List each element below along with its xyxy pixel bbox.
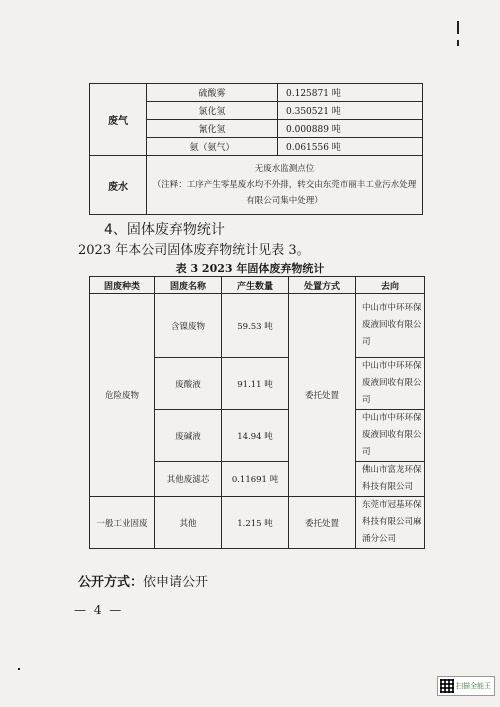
waste-qty: 0.11691 吨 bbox=[222, 462, 289, 497]
disclosure-label: 公开方式： bbox=[78, 575, 144, 590]
gas-value: 0.061556 吨 bbox=[278, 138, 423, 156]
gas-name: 氯化氢 bbox=[147, 102, 278, 120]
header-cell: 固废种类 bbox=[90, 277, 155, 294]
waste-method: 委托处置 bbox=[289, 497, 356, 549]
waste-name: 废碱液 bbox=[155, 410, 222, 462]
section-title: 4、固体废弃物统计 bbox=[104, 222, 225, 238]
disclosure-value: 依申请公开 bbox=[143, 575, 209, 590]
qr-code-icon bbox=[440, 679, 454, 693]
waste-name: 其他废滤芯 bbox=[155, 462, 222, 497]
water-note-line1: 无废水监测点位 bbox=[254, 164, 315, 174]
solid-waste-table bbox=[89, 276, 425, 549]
header-cell: 产生数量 bbox=[222, 277, 289, 294]
header-cell: 处置方式 bbox=[289, 277, 356, 294]
table-header-row bbox=[90, 277, 425, 294]
water-note bbox=[147, 156, 423, 215]
waste-name: 废酸液 bbox=[155, 358, 222, 410]
waste-name: 含镍废物 bbox=[155, 294, 222, 358]
water-category: 废水 bbox=[90, 156, 147, 215]
waste-dest: 中山市中环环保废液回收有限公司 bbox=[356, 294, 425, 358]
gas-name: 氰化氢 bbox=[147, 120, 278, 138]
gas-value: 0.350521 吨 bbox=[278, 102, 423, 120]
table-row bbox=[90, 497, 425, 549]
header-cell: 去向 bbox=[356, 277, 425, 294]
header-cell: 固废名称 bbox=[155, 277, 222, 294]
hazard-category: 危险废物 bbox=[90, 294, 155, 497]
table-row bbox=[90, 294, 425, 358]
waste-name: 其他 bbox=[155, 497, 222, 549]
section-paragraph: 2023 年本公司固体废弃物统计见表 3。 bbox=[78, 243, 310, 258]
scan-mark bbox=[18, 668, 20, 670]
page-number: — 4 — bbox=[74, 603, 124, 617]
waste-qty: 1.215 吨 bbox=[222, 497, 289, 549]
gas-value: 0.000889 吨 bbox=[278, 120, 423, 138]
gas-category: 废气 bbox=[90, 84, 147, 156]
table-caption: 表 3 2023 年固体废弃物统计 bbox=[175, 262, 325, 275]
water-note-line2: （注释：工序产生零星废水均不外排，转交由东莞市丽丰工业污水处理有限公司集中处理） bbox=[152, 180, 417, 206]
waste-qty: 14.94 吨 bbox=[222, 410, 289, 462]
general-category: 一般工业固废 bbox=[90, 497, 155, 549]
waste-dest: 东莞市冠基环保科技有限公司麻涌分公司 bbox=[356, 497, 425, 549]
waste-dest: 佛山市富龙环保科技有限公司 bbox=[356, 462, 425, 497]
gas-name: 氨（氨气） bbox=[147, 138, 278, 156]
gas-name: 硫酸雾 bbox=[147, 84, 278, 102]
waste-dest: 中山市中环环保废液回收有限公司 bbox=[356, 358, 425, 410]
scan-mark bbox=[457, 40, 459, 46]
waste-qty: 91.11 吨 bbox=[222, 358, 289, 410]
emissions-table bbox=[89, 83, 423, 215]
gas-value: 0.125871 吨 bbox=[278, 84, 423, 102]
disclosure-line bbox=[78, 571, 208, 590]
scanner-stamp-text: 扫描全能王 bbox=[456, 682, 491, 690]
scan-mark bbox=[457, 21, 459, 34]
hazard-method: 委托处置 bbox=[289, 294, 356, 497]
scanner-stamp bbox=[437, 676, 495, 696]
waste-dest: 中山市中环环保废液回收有限公司 bbox=[356, 410, 425, 462]
waste-qty: 59.53 吨 bbox=[222, 294, 289, 358]
